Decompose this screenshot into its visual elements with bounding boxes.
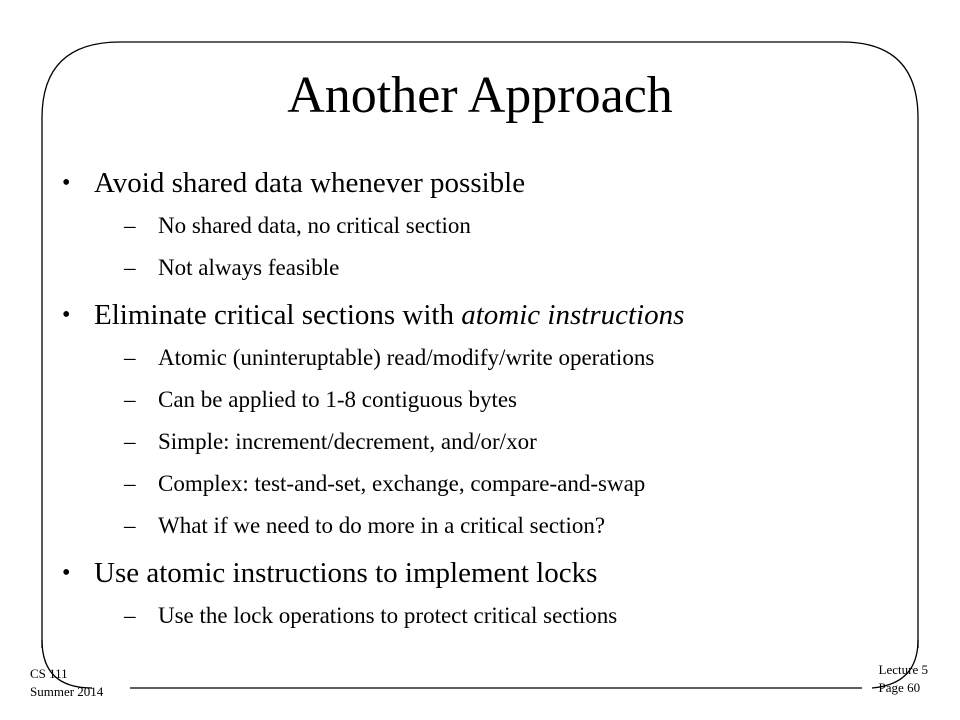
- sub-list-wrapper: [62, 337, 902, 547]
- dash-icon: –: [124, 603, 136, 628]
- bullet-item: [62, 551, 902, 595]
- sub-text: What if we need to do more in a critical section?: [158, 513, 606, 538]
- dash-icon: –: [124, 387, 136, 412]
- sub-text: Complex: test-and-set, exchange, compare-and-swap: [158, 471, 646, 496]
- bullet-text-emphasis: atomic instructions: [461, 299, 685, 331]
- sub-list: [62, 595, 902, 637]
- dash-icon: –: [124, 471, 136, 496]
- sub-item: [62, 595, 902, 637]
- bullet-item: [62, 293, 902, 337]
- sub-item: [62, 379, 902, 421]
- bullet-text: Use atomic instructions to implement locks: [94, 557, 598, 589]
- footer-page-info: [879, 661, 928, 697]
- sub-item: [62, 421, 902, 463]
- sub-text: Can be applied to 1-8 contiguous bytes: [158, 387, 517, 412]
- sub-text: Atomic (uninteruptable) read/modify/write operations: [158, 345, 655, 370]
- sub-item: [62, 247, 902, 289]
- bullet-item: [62, 161, 902, 205]
- footer-lecture: Lecture 5: [878, 662, 928, 677]
- sub-item: [62, 505, 902, 547]
- bullet-icon: •: [62, 560, 71, 586]
- sub-list: [62, 337, 902, 547]
- bullet-icon: •: [62, 170, 71, 196]
- bullet-icon: •: [62, 302, 71, 328]
- footer-term: Summer 2014: [30, 684, 104, 699]
- footer-page-number: Page 60: [878, 680, 921, 695]
- sub-list-wrapper: [62, 205, 902, 289]
- sub-item: [62, 463, 902, 505]
- sub-text: Not always feasible: [158, 255, 340, 280]
- sub-text: Simple: increment/decrement, and/or/xor: [158, 429, 537, 454]
- footer-course: [30, 665, 103, 701]
- bullet-text-prefix: Eliminate critical sections with: [94, 299, 462, 331]
- sub-list-wrapper: [62, 595, 902, 637]
- dash-icon: –: [124, 255, 136, 280]
- sub-text: Use the lock operations to protect critical sections: [158, 603, 618, 628]
- dash-icon: –: [124, 429, 136, 454]
- bullet-list: [62, 161, 902, 641]
- bullet-text: Avoid shared data whenever possible: [94, 167, 526, 199]
- sub-item: [62, 205, 902, 247]
- sub-list: [62, 205, 902, 289]
- dash-icon: –: [124, 213, 136, 238]
- sub-item: [62, 337, 902, 379]
- dash-icon: –: [124, 345, 136, 370]
- dash-icon: –: [124, 513, 136, 538]
- footer-course-name: CS 111: [30, 666, 68, 681]
- slide-title: Another Approach: [287, 67, 673, 124]
- sub-text: No shared data, no critical section: [158, 213, 471, 238]
